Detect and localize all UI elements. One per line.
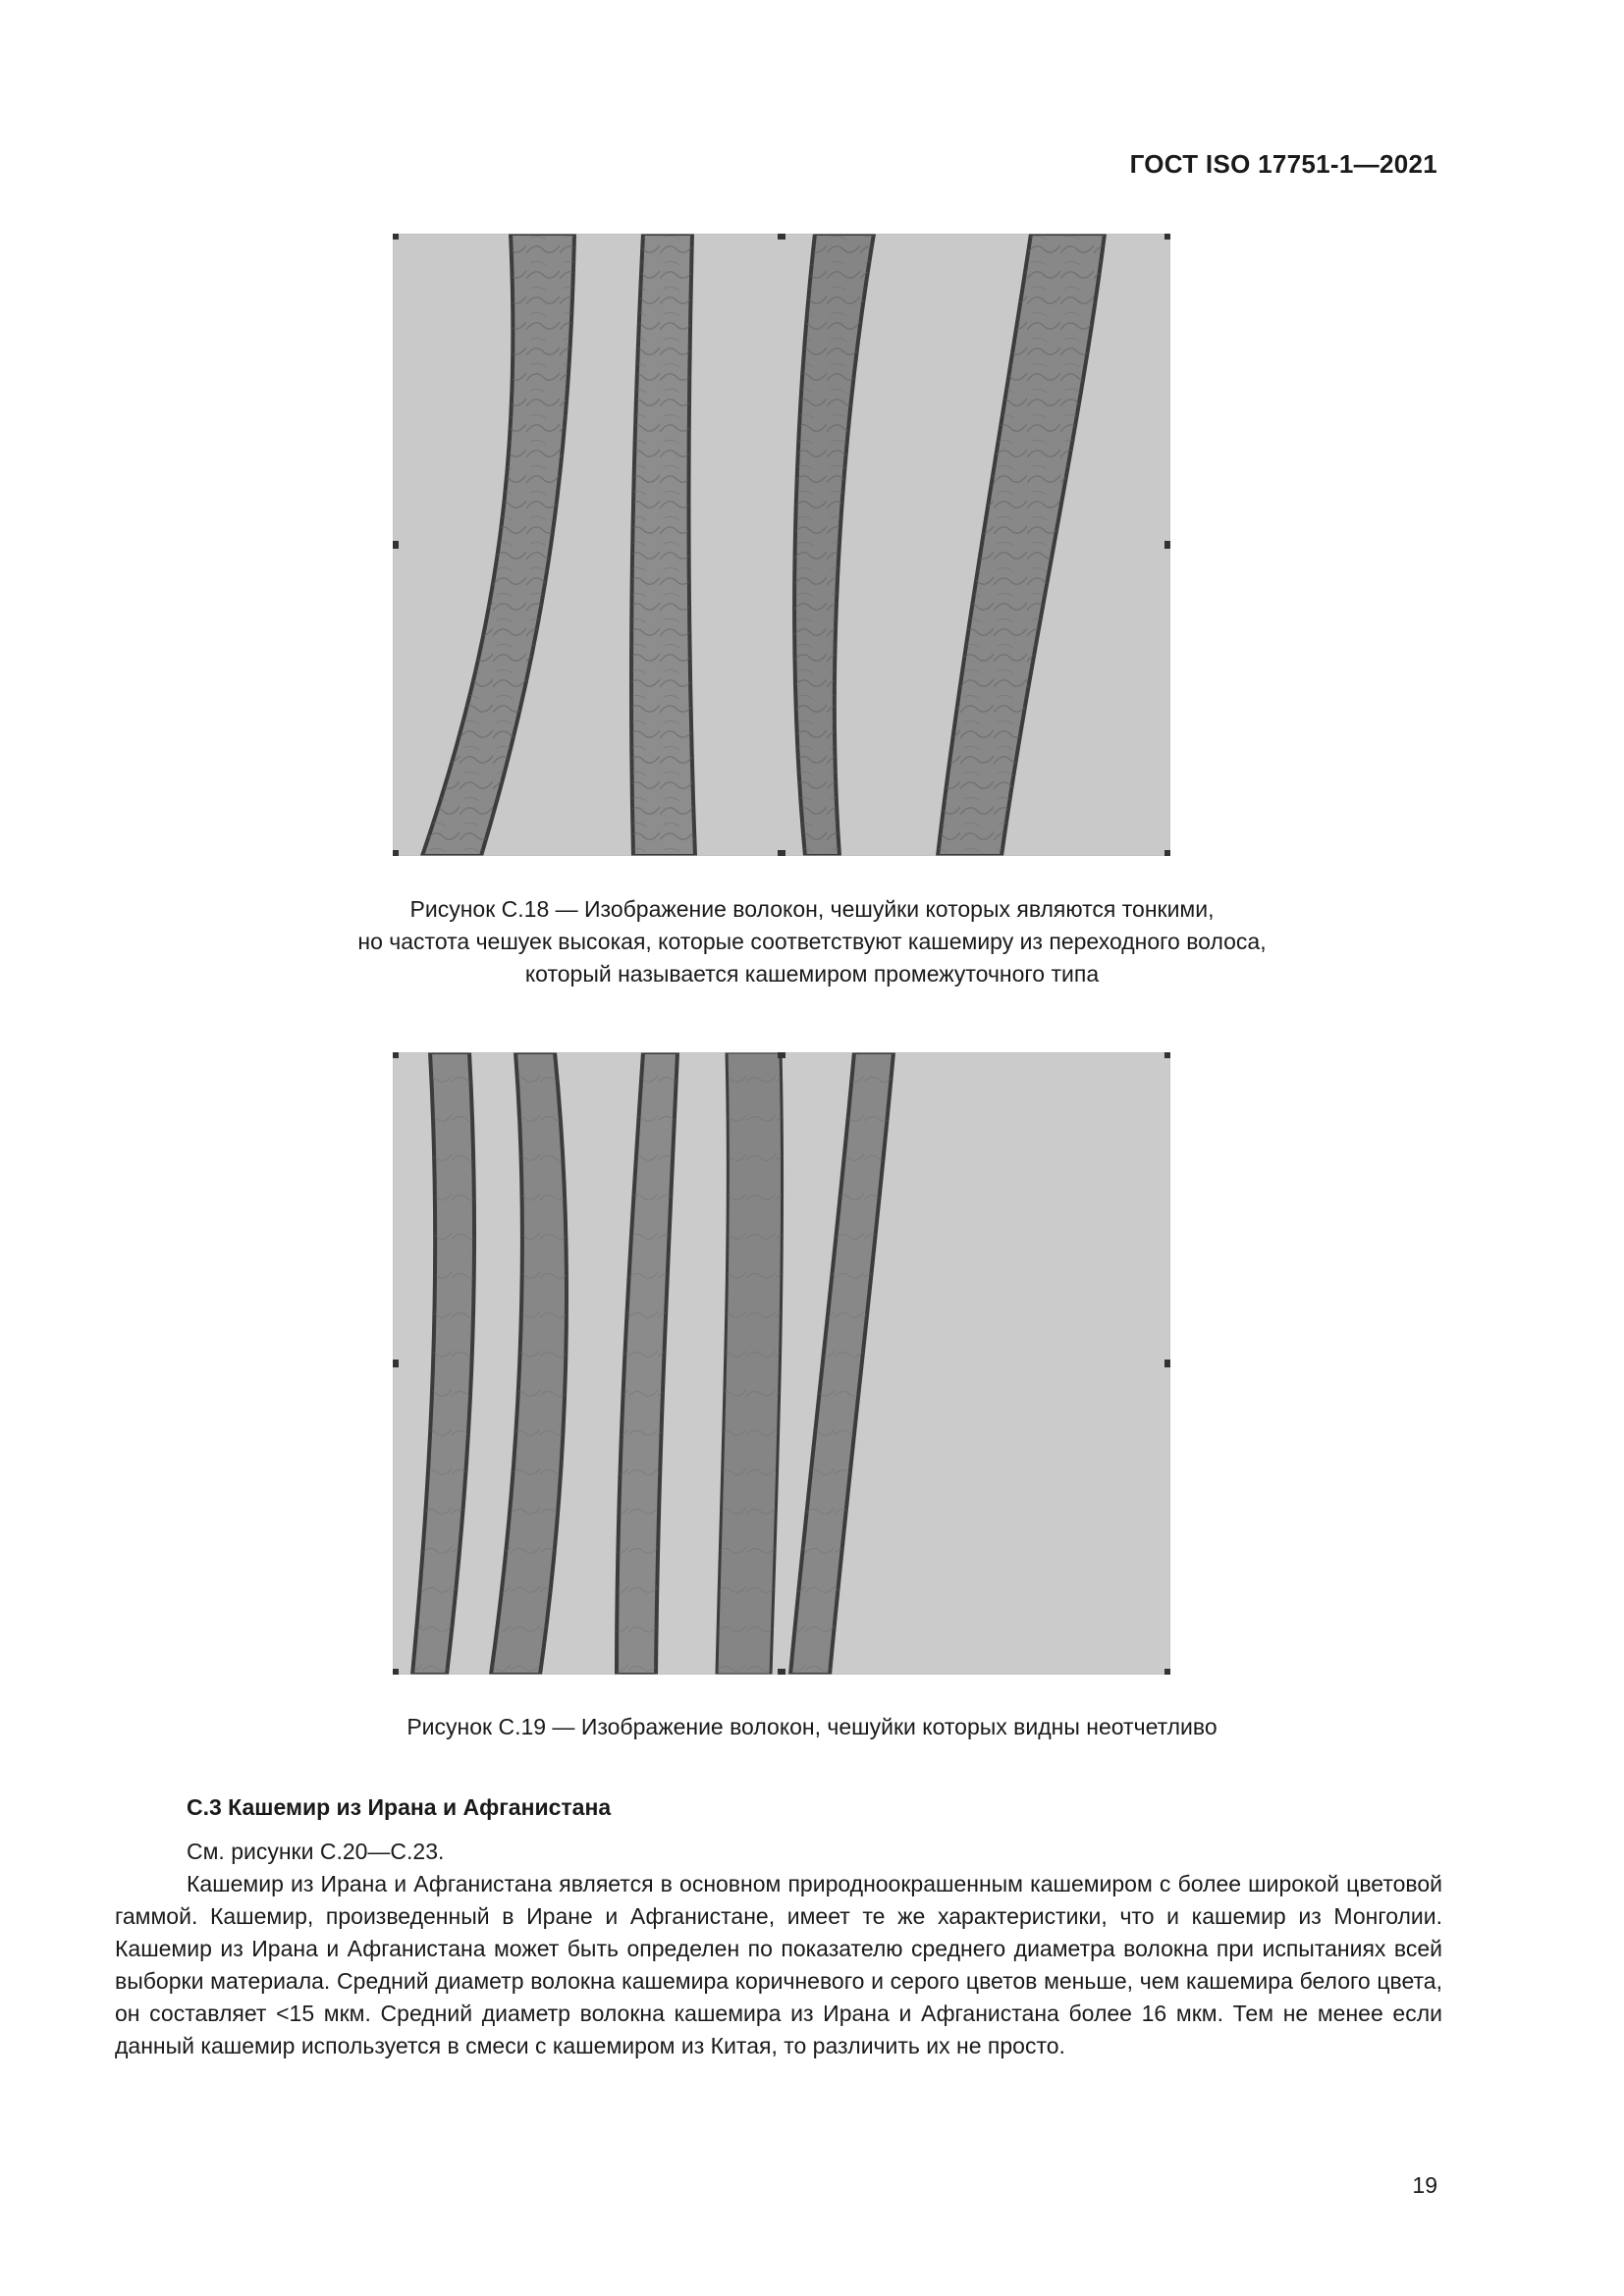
fiber-4 bbox=[717, 1052, 783, 1675]
caption-line: Рисунок С.18 — Изображение волокон, чешуйки которых являются тонкими, bbox=[409, 896, 1215, 922]
page-number: 19 bbox=[1412, 2172, 1437, 2198]
section-heading: С.3 Кашемир из Ирана и Афганистана bbox=[187, 1794, 612, 1820]
caption-line: но частота чешуек высокая, которые соответствуют кашемиру из переходного волоса, bbox=[357, 929, 1267, 954]
document-standard-id: ГОСТ ISO 17751-1—2021 bbox=[1129, 149, 1437, 179]
caption-line: Рисунок С.19 — Изображение волокон, чешуйки которых видны неотчетливо bbox=[406, 1714, 1218, 1739]
figure-c19-image bbox=[393, 1052, 1170, 1675]
figure-c18-image bbox=[393, 234, 1170, 856]
figure-c18-caption bbox=[0, 893, 1624, 990]
caption-line: который называется кашемиром промежуточного типа bbox=[524, 961, 1100, 987]
fiber-2 bbox=[631, 234, 695, 856]
figure-c19-caption bbox=[0, 1711, 1624, 1743]
paragraph-see-figures: См. рисунки С.20—С.23. bbox=[187, 1839, 445, 1864]
paragraph-description: Кашемир из Ирана и Афганистана является в основном природноокрашенным кашемиром с более широкой цветовой гаммой. Кашемир, произведенный в Иране и Афганистане, имеет те же характеристики, что и кашемир из Монголии. Кашемир из Ирана и Афганистана может быть определен по показателю среднего диаметра волокна при испытаниях всей выборки материала. Средний диаметр волокна кашемира коричневого и серого цветов меньше, чем кашемира белого цвета, он составляет <15 мкм. Средний диаметр волокна кашемира из Ирана и Афганистана более 16 мкм. Тем не менее если данный кашемир используется в смеси с кашемиром из Китая, то различить их не просто. bbox=[115, 1871, 1442, 2058]
section-body bbox=[115, 1836, 1442, 2062]
